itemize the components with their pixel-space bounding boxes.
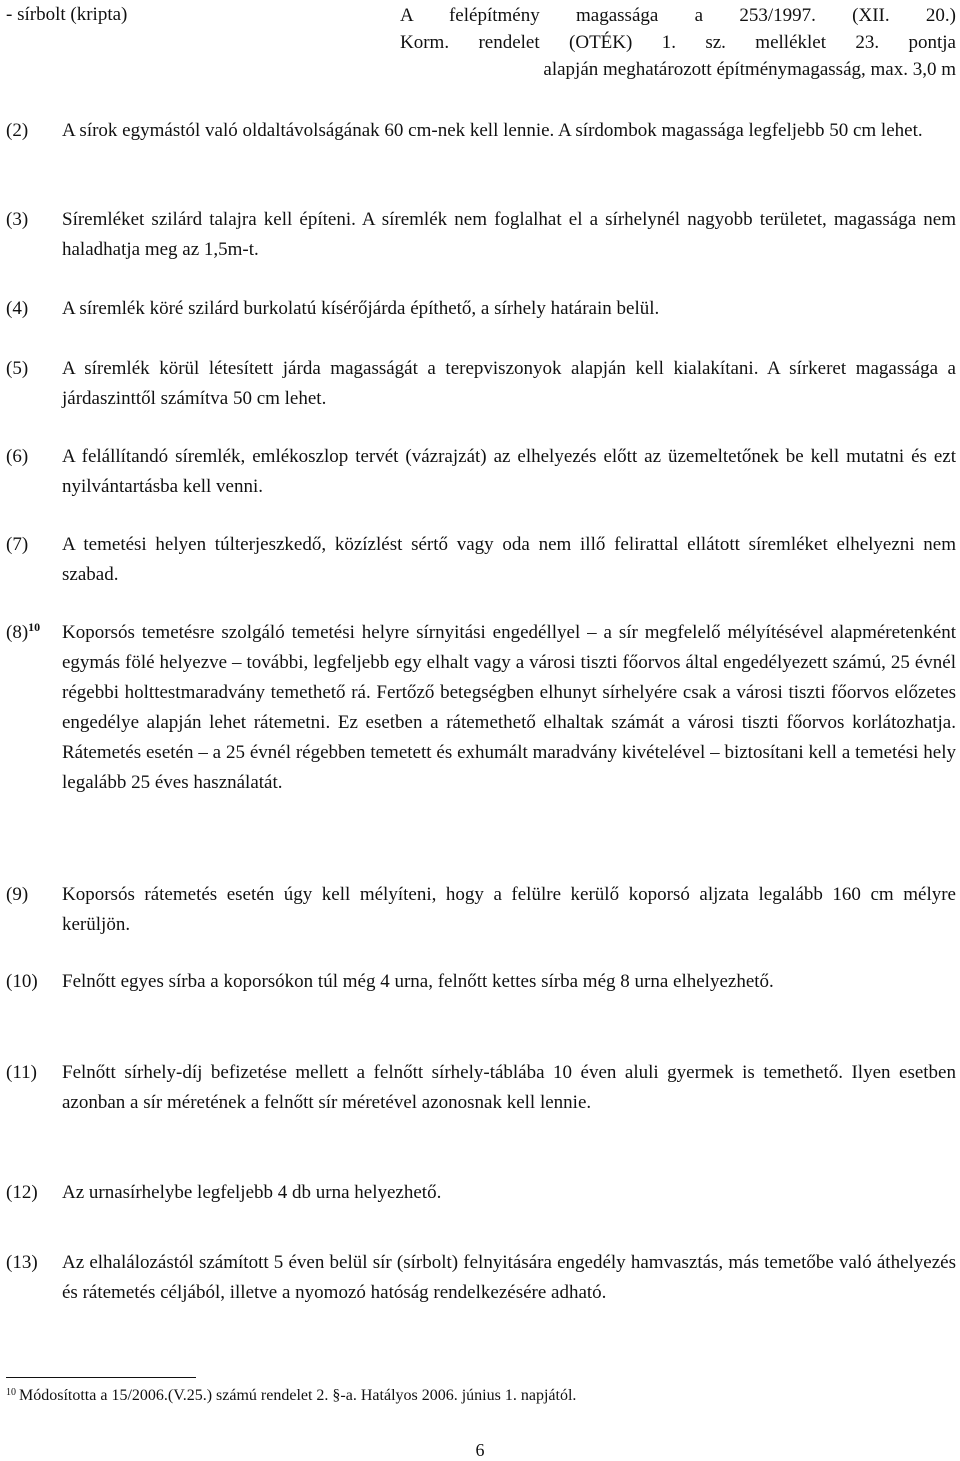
paragraph-number: (5) — [6, 358, 29, 379]
paragraph-text: A síremlék körül létesített járda magasságát a terepviszonyok alapján kell kialakítani. A sírkeret magassága a járdaszinttől számítva 50 cm lehet. — [62, 358, 956, 409]
paragraph-number: (2) — [6, 120, 29, 141]
paragraph-number: (6) — [6, 446, 29, 467]
paragraph-number: (13) — [6, 1252, 38, 1273]
row-description-line: alapján meghatározott építménymagasság, max. 3,0 m — [543, 59, 956, 80]
paragraph-text: Koporsós temetésre szolgáló temetési helyre sírnyitási engedéllyel – a sír megfelelő mélyítésével alapméretenként egymás fölé helyezve – további, legfeljebb egy elhalt vagy a városi tiszti főorvos által engedélyezett számú, 25 évnél régebbi holttestmaradvány temethető rá. Fertőző betegségben elhunyt sírhelyére csak a városi tiszti főorvos előzetes engedélye alapján lehet rátemetni. Ez esetben a rátemethető elhaltak számát a városi tiszti főorvos korlátozhatja. Rátemetés esetén – a 25 évnél régebben temetett és exhumált maradvány kivételével – biztosítani kell a temetési hely legalább 25 éves használatát. — [62, 622, 956, 793]
paragraph-text: Felnőtt egyes sírba a koporsókon túl még 4 urna, felnőtt kettes sírba még 8 urna elhelyezhető. — [62, 971, 774, 992]
footnote — [6, 1385, 956, 1407]
paragraph-text: Felnőtt sírhely-díj befizetése mellett a felnőtt sírhely-táblába 10 éven aluli gyermek is temethető. Ilyen esetben azonban a sír méretének a felnőtt sír méretével azonosnak kell lennie. — [62, 1062, 956, 1113]
row-description — [400, 2, 956, 83]
row-label: - sírbolt (kripta) — [6, 4, 128, 25]
paragraph-text: Síremléket szilárd talajra kell építeni. A síremlék nem foglalhat el a sírhelynél nagyobb területet, magassága nem haladhatja meg az 1,5m-t. — [62, 209, 956, 260]
paragraph-text: Az elhalálozástól számított 5 éven belül sír (sírbolt) felnyitására engedély hamvasztás, más temetőbe való áthelyezés és rátemetés céljából, illetve a nyomozó hatóság rendelkezésére adható. — [62, 1252, 956, 1303]
row-description-line: A felépítmény magassága a 253/1997. (XII. 20.) — [400, 5, 956, 26]
paragraph-number: (10) — [6, 971, 38, 992]
paragraph-number: (7) — [6, 534, 29, 555]
paragraph-number: $(8)^{10}$ — [6, 620, 41, 643]
paragraph-text: Az urnasírhelybe legfeljebb 4 db urna helyezhető. — [62, 1182, 442, 1203]
paragraph-text: A temetési helyen túlterjeszkedő, közízlést sértő vagy oda nem illő felirattal ellátott síremléket elhelyezni nem szabad. — [62, 534, 956, 585]
footnote-text: Módosította a 15/2006.(V.25.) számú rendelet 2. §-a. Hatályos 2006. június 1. napjától. — [19, 1387, 577, 1404]
footnote-reference: 10 — [28, 620, 41, 634]
row-description-line: Korm. rendelet (OTÉK) 1. sz. melléklet 23. pontja — [400, 32, 956, 53]
paragraph-text: A sírok egymástól való oldaltávolságának 60 cm-nek kell lennie. A sírdombok magassága legfeljebb 50 cm lehet. — [62, 120, 923, 141]
paragraph-number: (11) — [6, 1062, 37, 1083]
paragraph-number: (9) — [6, 884, 29, 905]
paragraph-number: (4) — [6, 298, 29, 319]
paragraph-text: A síremlék köré szilárd burkolatú kísérőjárda építhető, a sírhely határain belül. — [62, 298, 660, 319]
paragraph-text: A felállítandó síremlék, emlékoszlop tervét (vázrajzát) az elhelyezés előtt az üzemeltetőnek be kell mutatni és ezt nyilvántartásba kell venni. — [62, 446, 956, 497]
page-number: 6 — [475, 1440, 485, 1460]
paragraph-number: (12) — [6, 1182, 38, 1203]
paragraph-text: Koporsós rátemetés esetén úgy kell mélyíteni, hogy a felülre kerülő koporsó aljzata legalább 160 cm mélyre kerüljön. — [62, 884, 956, 935]
paragraph-number: (3) — [6, 209, 29, 230]
footnote-mark: 10 — [6, 1387, 16, 1398]
footnote-divider — [6, 1377, 196, 1378]
